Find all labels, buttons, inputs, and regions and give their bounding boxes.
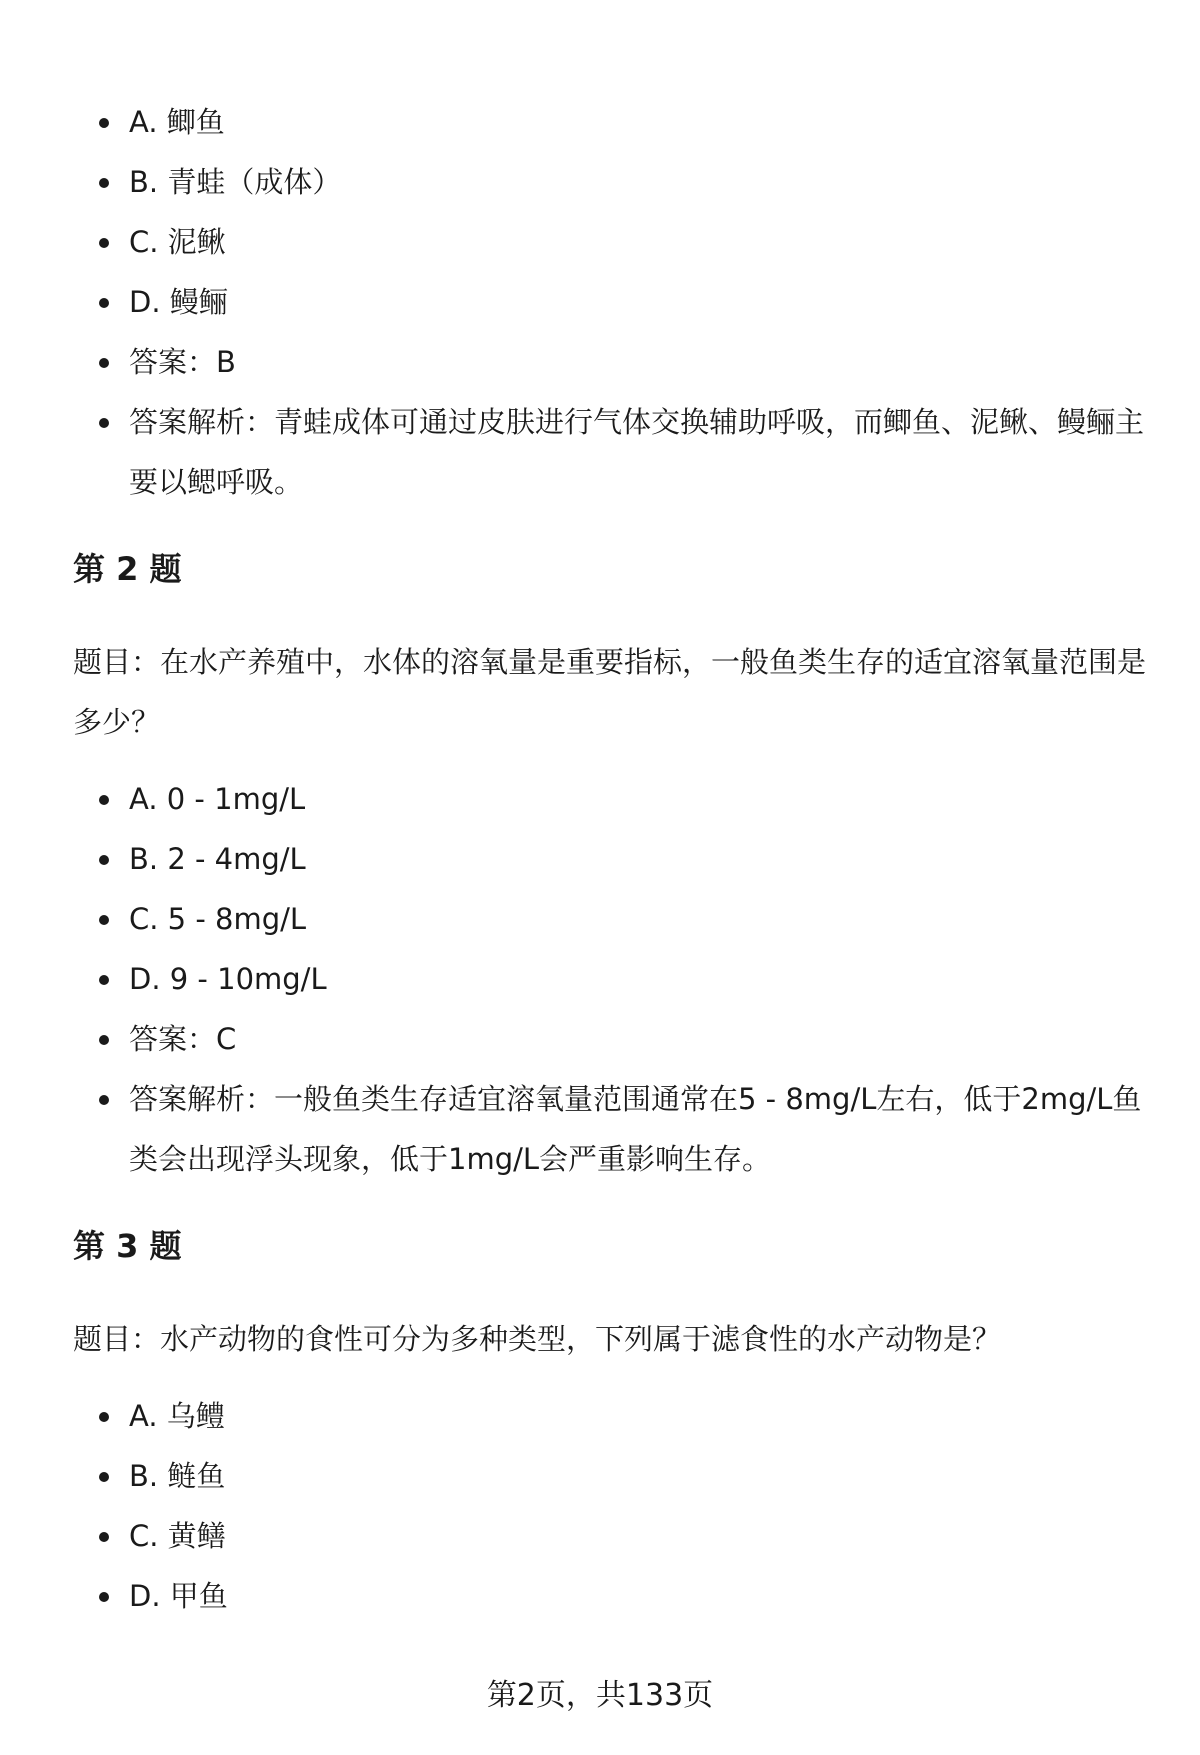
option-d: D. 鳗鲡: [73, 272, 1153, 332]
question-2-stem: 题目：在水产养殖中，水体的溶氧量是重要指标，一般鱼类生存的适宜溶氧量范围是多少？: [73, 645, 1147, 739]
question-2-options: [73, 769, 1153, 1189]
answer: 答案：B: [73, 332, 1153, 392]
option-b: B. 鲢鱼: [73, 1446, 1153, 1506]
question-3-title: 第 3 题: [73, 1227, 182, 1265]
page-footer: 第2页，共133页: [486, 1678, 714, 1713]
option-a: A. 鲫鱼: [73, 92, 1153, 152]
question-3-stem: 题目：水产动物的食性可分为多种类型，下列属于滤食性的水产动物是？: [73, 1322, 1002, 1356]
option-b: B. 青蛙（成体）: [73, 152, 1153, 212]
answer: 答案：C: [73, 1009, 1153, 1069]
option-d: D. 甲鱼: [73, 1566, 1153, 1626]
question-2-title: 第 2 题: [73, 550, 182, 588]
option-c: C. 泥鳅: [73, 212, 1153, 272]
answer-explanation: 答案解析：一般鱼类生存适宜溶氧量范围通常在5 - 8mg/L左右，低于2mg/L鱼类会出现浮头现象，低于1mg/L会严重影响生存。: [73, 1069, 1153, 1189]
answer-explanation: 答案解析：青蛙成体可通过皮肤进行气体交换辅助呼吸，而鲫鱼、泥鳅、鳗鲡主要以鳃呼吸。: [73, 392, 1153, 512]
option-b: B. 2 - 4mg/L: [73, 829, 1153, 889]
option-c: C. 5 - 8mg/L: [73, 889, 1153, 949]
option-a: A. 乌鳢: [73, 1386, 1153, 1446]
option-c: C. 黄鳝: [73, 1506, 1153, 1566]
option-a: A. 0 - 1mg/L: [73, 769, 1153, 829]
option-d: D. 9 - 10mg/L: [73, 949, 1153, 1009]
question-1-options: [73, 92, 1153, 512]
page-content: [73, 92, 1153, 1626]
question-3-options: [73, 1386, 1153, 1626]
